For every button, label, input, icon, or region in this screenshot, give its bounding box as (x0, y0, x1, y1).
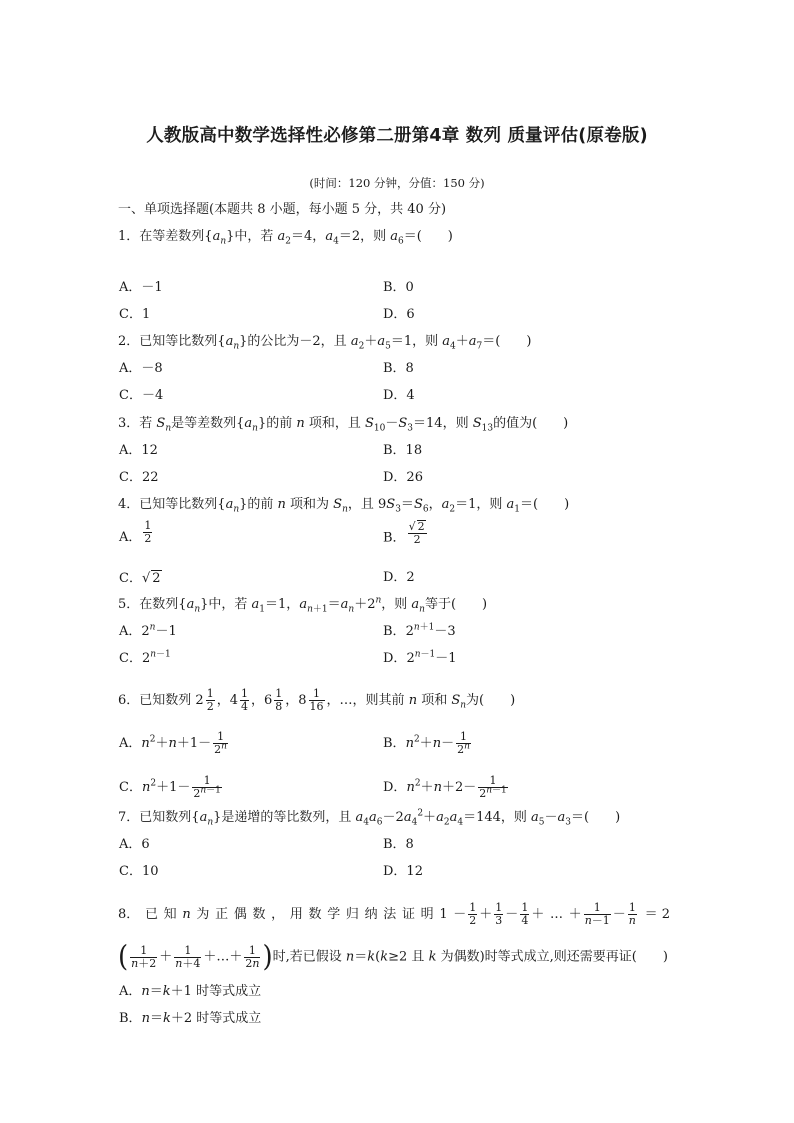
q1-option-c: C．1 (119, 307, 151, 322)
question-2: 2．已知等比数列$\{a_n\}$的公比为－2，且 $a_2+a_5=1$，则 $a_4+a_7=$( ) (118, 334, 532, 352)
section-heading: 一、单项选择题(本题共 8 小题，每小题 5 分，共 40 分) (118, 202, 447, 217)
q7-option-d: D．12 (383, 864, 423, 879)
q7-option-a: A．6 (119, 837, 150, 852)
q6-option-c: C．$n^2+1-$ $\frac{1}{2^{n-1}}$ (119, 774, 221, 800)
q3-option-b: B．18 (383, 443, 423, 458)
q5-option-d: D．$2^{n-1}-1$ (383, 649, 457, 666)
q1-option-d: D．6 (383, 307, 415, 322)
question-8: 8． 已 知 n 为 正 偶 数 ， 用 数 学 归 纳 法 证 明 1 － $\frac{1}{2}$ ＋ $\frac{1}{3}$ － $\frac{1}{4}$ ＋ … ＋ $\frac{1}{n-1}$ － $\frac{1}{n}$ ＝ 2 (118, 901, 670, 927)
q5-option-c: C．$2^{n-1}$ (119, 649, 171, 666)
question-5: 5．在数列$\{a_n\}$中，若 $a_1=1$，$a_{n+1}=a_n+2^n$，则 $a_n$等于( ) (118, 595, 488, 615)
q2-option-c: C．－4 (119, 388, 164, 403)
q8-option-b: B．n＝k＋2 时等式成立 (119, 1011, 262, 1026)
question-3: 3．若 $S_n$是等差数列$\{a_n\}$的前 n 项和，且 $S_{10}-S_3=14$，则 $S_{13}$的值为( ) (118, 416, 569, 434)
q4-option-b: B． $\frac{√ 2}{2}$ (383, 520, 425, 546)
q3-option-c: C．22 (119, 470, 159, 485)
q2-option-a: A．－8 (119, 361, 163, 376)
q2-option-d: D．4 (383, 388, 415, 403)
exam-meta: (时间：120 分钟，分值：150 分) (309, 176, 485, 190)
q3-option-a: A．12 (119, 443, 158, 458)
q4-option-d: D．2 (383, 570, 415, 585)
question-4: 4．已知等比数列$\{a_n\}$的前 n 项和为 $S_n$，且 $9S_3=S_6$，$a_2=1$，则 $a_1=$( ) (118, 497, 570, 515)
q3-option-d: D．26 (383, 470, 423, 485)
q6-option-b: B．$n^2+n-$ $\frac{1}{2^n}$ (383, 730, 470, 756)
question-1: 1．在等差数列$\{a_n\}$中，若 $a_2=4$，$a_4=2$，则 $a_6=$( ) (118, 229, 453, 247)
q4-option-c: C．√ 2 (119, 571, 161, 586)
q2-option-b: B．8 (383, 361, 414, 376)
q7-option-c: C．10 (119, 864, 159, 879)
q6-option-a: A．$n^2+n+1-$ $\frac{1}{2^n}$ (119, 730, 227, 756)
q5-option-b: B．$2^{n+1}-3$ (383, 622, 456, 639)
q5-option-a: A．$2^n-1$ (119, 622, 177, 639)
q1-option-b: B．0 (383, 280, 414, 295)
page-title: 人教版高中数学选择性必修第二册第4章 数列 质量评估(原卷版) (146, 126, 648, 146)
q6-option-d: D．$n^2+n+2-$ $\frac{1}{2^{n-1}}$ (383, 774, 507, 800)
question-7: 7．已知数列$\{a_n\}$是递增的等比数列，且 $a_4a_6-2a_4^2+a_2a_4=144$，则 $a_5-a_3=$( ) (118, 808, 621, 828)
question-8-continued: ( $\frac{1}{n+2}$ ＋ $\frac{1}{n+4}$ ＋…＋ $\frac{1}{2n}$ )时,若已假设 n＝k(k≥2 且 k 为偶数)时等式成立,则还需要再证( ) (118, 940, 668, 974)
q7-option-b: B．8 (383, 837, 414, 852)
q1-option-a: A．－1 (119, 280, 163, 295)
q8-option-a: A．n＝k＋1 时等式成立 (119, 984, 262, 999)
q4-option-a: A． $\frac{1}{2}$ (119, 519, 152, 545)
question-6: 6．已知数列 2 $\frac{1}{2}$ ，4 $\frac{1}{4}$ ，6 $\frac{1}{8}$ ，8 $\frac{1}{16}$ ，…，则其前 n 项和 $S_n$为( ) (118, 687, 516, 713)
